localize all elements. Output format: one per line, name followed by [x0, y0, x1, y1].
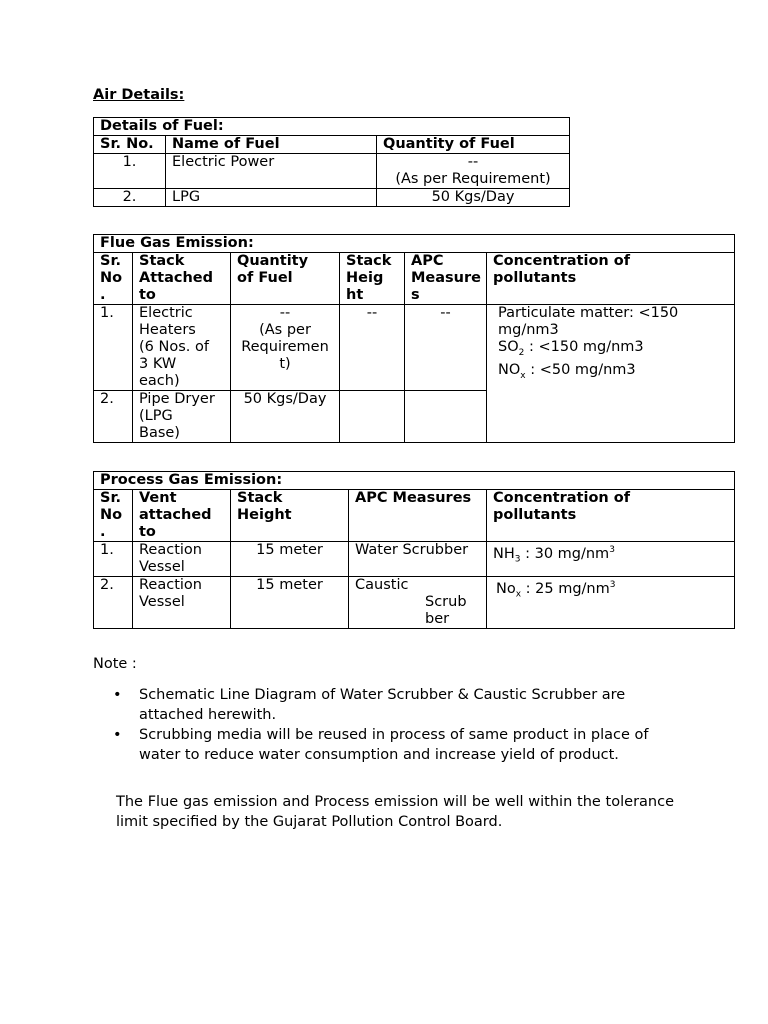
table-row	[94, 542, 735, 577]
section-heading: Air Details:	[93, 87, 185, 103]
cell-stack: Pipe Dryer (LPG Base)	[133, 391, 231, 443]
cell-sr: 2.	[94, 577, 133, 629]
cell-concentration	[487, 577, 735, 629]
note-text: Schematic Line Diagram of Water Scrubber & Caustic Scrubber are attached herewith.	[139, 687, 626, 723]
header-vent-attached: Vent attached to	[133, 490, 231, 542]
note-label: Note :	[93, 656, 137, 672]
conc-sub: 3	[514, 554, 521, 565]
bullet-icon: •	[113, 687, 122, 703]
process-gas-table	[93, 471, 735, 629]
process-table-caption: Process Gas Emission:	[94, 472, 735, 490]
cell-fuel-name: LPG	[166, 189, 377, 207]
conc-sup: 3	[609, 545, 615, 555]
cell-concentration	[487, 305, 735, 443]
cell-sr: 2.	[94, 391, 133, 443]
header-stack-height: Stack Height	[231, 490, 349, 542]
cell-vent: Reaction Vessel	[133, 577, 231, 629]
header-quantity-of-fuel: Quantity of Fuel	[377, 136, 570, 154]
table-row	[94, 154, 570, 189]
header-concentration: Concentration of pollutants	[487, 253, 735, 305]
cell-sr: 1.	[94, 305, 133, 391]
conc-sup: 3	[609, 580, 616, 590]
fuel-table-caption: Details of Fuel:	[94, 118, 570, 136]
conclusion-paragraph: The Flue gas emission and Process emission will be well within the tolerance limit specified by the Gujarat Pollution Control Board.	[116, 794, 674, 830]
table-row	[94, 305, 735, 391]
so2-sub: 2	[518, 347, 525, 358]
table-row	[94, 577, 735, 629]
cell-fuel-qty: 50 Kgs/Day	[377, 189, 570, 207]
cell-qty: 50 Kgs/Day	[231, 391, 340, 443]
conc-number: : 30 mg/nm	[520, 545, 610, 562]
header-name-of-fuel: Name of Fuel	[166, 136, 377, 154]
cell-height	[340, 391, 405, 443]
pm-value: Particulate matter: <150 mg/nm3	[498, 305, 679, 338]
conc-number: : 25 mg/nm	[521, 580, 610, 597]
flue-table-caption: Flue Gas Emission:	[94, 235, 735, 253]
header-quantity-of-fuel: Quantity of Fuel	[231, 253, 340, 305]
cell-fuel-name: Electric Power	[166, 154, 377, 189]
conc-label: NH	[493, 545, 515, 562]
table-row	[94, 189, 570, 207]
cell-apc: --	[405, 305, 487, 391]
cell-height: 15 meter	[231, 577, 349, 629]
apc-line: Caustic	[355, 577, 409, 593]
conc-sub: x	[515, 589, 522, 600]
nox-number: : <50 mg/nm3	[525, 361, 636, 378]
fuel-table	[93, 117, 570, 207]
cell-apc	[349, 577, 487, 629]
so2-value	[498, 339, 728, 362]
bullet-icon: •	[113, 727, 122, 743]
note-text: Scrubbing media will be reused in process of same product in place of water to reduce water consumption and increase yield of product.	[139, 727, 649, 763]
header-sr-no: Sr. No .	[94, 253, 133, 305]
list-item	[93, 685, 693, 725]
cell-qty: -- (As per Requiremen t)	[231, 305, 340, 391]
nox-value	[498, 362, 728, 385]
apc-line: Scrub ber	[425, 594, 467, 627]
cell-stack: Electric Heaters (6 Nos. of 3 KW each)	[133, 305, 231, 391]
header-apc-measures: APC Measures	[349, 490, 487, 542]
header-stack-attached: Stack Attached to	[133, 253, 231, 305]
header-sr-no: Sr. No .	[94, 490, 133, 542]
cell-sr: 1.	[94, 542, 133, 577]
cell-concentration	[487, 542, 735, 577]
notes-list	[93, 685, 693, 765]
cell-fuel-qty	[377, 154, 570, 189]
nox-label: NO	[498, 361, 521, 378]
cell-height: --	[340, 305, 405, 391]
header-sr-no: Sr. No.	[94, 136, 166, 154]
so2-number: : <150 mg/nm3	[524, 339, 644, 355]
cell-apc	[405, 391, 487, 443]
cell-sr: 2.	[94, 189, 166, 207]
flue-gas-table	[93, 234, 735, 443]
qty-line: (As per Requirement)	[395, 171, 551, 187]
header-apc-measures: APC Measure s	[405, 253, 487, 305]
so2-label: SO	[498, 339, 519, 355]
cell-height: 15 meter	[231, 542, 349, 577]
cell-vent: Reaction Vessel	[133, 542, 231, 577]
cell-sr: 1.	[94, 154, 166, 189]
conc-label: No	[496, 580, 516, 597]
header-concentration: Concentration of pollutants	[487, 490, 735, 542]
nox-sub: x	[520, 370, 526, 381]
cell-apc: Water Scrubber	[349, 542, 487, 577]
qty-line: --	[467, 154, 479, 170]
header-stack-height: Stack Heig ht	[340, 253, 405, 305]
list-item	[93, 725, 693, 765]
